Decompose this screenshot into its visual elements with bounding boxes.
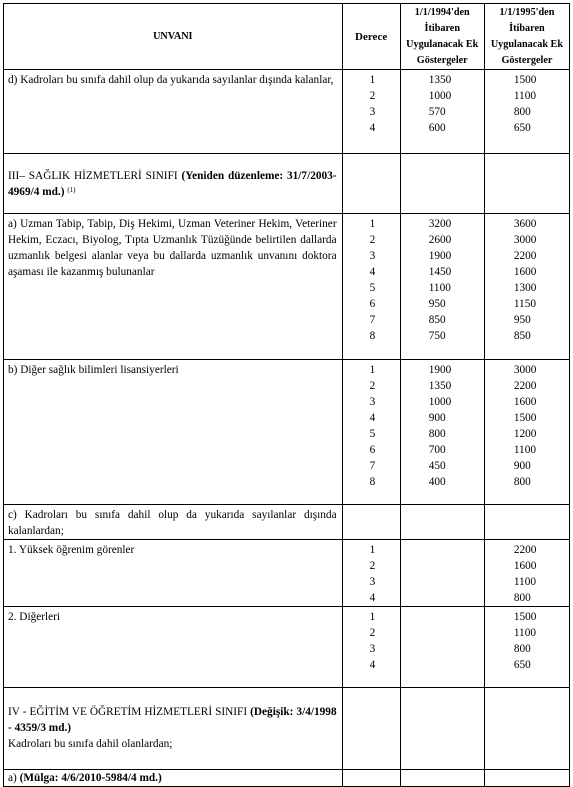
- gosterge-1994-cell: [400, 70, 484, 154]
- gosterge-value: 800: [513, 476, 531, 488]
- derece-value: 3: [369, 576, 376, 588]
- section-title: [4, 688, 343, 770]
- derece-value: 3: [369, 106, 376, 118]
- derece-value: 3: [369, 643, 376, 655]
- gosterge-value: 1900: [428, 250, 452, 262]
- gosterge-1995-cell: [484, 70, 569, 154]
- derece-value: 1: [369, 364, 376, 376]
- header-derece: Derece: [342, 4, 400, 70]
- derece-value: 2: [369, 90, 376, 102]
- gosterge-value: 950: [428, 298, 446, 310]
- gosterge-value: 1100: [513, 444, 537, 456]
- gosterge-value: 1100: [428, 282, 451, 294]
- gosterge-value: 2200: [513, 544, 537, 556]
- amendment-note: (Yeniden düzenleme: 31/7/2003-4969/4 md.): [8, 170, 337, 198]
- derece-value: 4: [369, 659, 376, 671]
- header-unvani: UNVANI: [4, 4, 343, 70]
- gosterge-value: 1350: [428, 380, 452, 392]
- section-heading: IV - EĞİTİM VE ÖĞRETİM HİZMETLERİ SINIFI: [8, 706, 248, 718]
- row-text: b) Diğer sağlık bilimleri lisansiyerleri: [8, 364, 179, 376]
- table-row: [4, 607, 570, 688]
- gosterge-value: 450: [428, 460, 446, 472]
- gosterge-value: 3000: [513, 234, 537, 246]
- derece-value: 5: [369, 428, 376, 440]
- derece-cell: [342, 540, 400, 607]
- empty-cell: [400, 540, 484, 607]
- empty-cell: [400, 505, 484, 540]
- section-row: [4, 154, 570, 214]
- gosterge-value: 1450: [428, 266, 452, 278]
- empty-cell: [484, 505, 569, 540]
- table-row: [4, 540, 570, 607]
- gosterge-value: 1500: [513, 412, 537, 424]
- empty-cell: [484, 770, 569, 787]
- gosterge-value: 750: [428, 330, 446, 342]
- row-text: 2. Diğerleri: [8, 611, 61, 623]
- derece-cell: [342, 70, 400, 154]
- gosterge-value: 570: [428, 106, 446, 118]
- row-title: [4, 214, 343, 360]
- footnote-ref: (1): [67, 186, 76, 194]
- derece-value: 1: [369, 74, 376, 86]
- derece-cell: [342, 607, 400, 688]
- row-text: a): [8, 772, 17, 784]
- gosterge-value: 650: [513, 122, 531, 134]
- gosterge-value: 800: [513, 106, 531, 118]
- gosterge-value: 1100: [513, 627, 537, 639]
- header-1994: 1/1/1994'den İtibaren Uygulanacak Ek Göstergeler: [400, 4, 484, 70]
- empty-cell: [484, 154, 569, 214]
- table-row: [4, 214, 570, 360]
- empty-cell: [342, 770, 400, 787]
- derece-value: 4: [369, 412, 376, 424]
- row-text: a) Uzman Tabip, Tabip, Diş Hekimi, Uzman Veteriner Hekim, Veteriner Hekim, Eczacı, Biyolog, Tıpta Uzmanlık Tüzüğünde belirtilen dallarda uzmanlık belgesi alanlar veya bu dallarda uzmanlık unvanını doktora aşaması ile kazanmış bulunanlar: [8, 218, 337, 278]
- derece-value: 1: [369, 544, 376, 556]
- gosterge-1995-cell: [484, 214, 569, 360]
- section-subtext: Kadroları bu sınıfa dahil olanlardan;: [8, 738, 173, 750]
- derece-value: 3: [369, 396, 376, 408]
- row-text: 1. Yüksek öğrenim görenler: [8, 544, 135, 556]
- row-title: [4, 360, 343, 505]
- empty-cell: [484, 688, 569, 770]
- empty-cell: [400, 770, 484, 787]
- gosterge-value: 1000: [428, 396, 452, 408]
- gosterge-value: 400: [428, 476, 446, 488]
- amendment-note: (Mülga: 4/6/2010-5984/4 md.): [19, 772, 162, 784]
- derece-value: 5: [369, 282, 376, 294]
- table-row: [4, 505, 570, 540]
- gosterge-value: 900: [513, 460, 531, 472]
- row-title: [4, 505, 343, 540]
- derece-value: 7: [369, 314, 376, 326]
- derece-value: 8: [369, 476, 376, 488]
- gosterge-value: 1200: [513, 428, 537, 440]
- gosterge-value: 1600: [513, 266, 537, 278]
- derece-value: 2: [369, 560, 376, 572]
- derece-value: 1: [369, 218, 376, 230]
- gosterge-1995-cell: [484, 540, 569, 607]
- gosterge-value: 1350: [428, 74, 452, 86]
- section-row: [4, 688, 570, 770]
- empty-cell: [342, 688, 400, 770]
- derece-value: 2: [369, 380, 376, 392]
- derece-value: 4: [369, 592, 376, 604]
- row-title: [4, 70, 343, 154]
- derece-cell: [342, 214, 400, 360]
- table-row: [4, 70, 570, 154]
- empty-cell: [342, 505, 400, 540]
- row-text: d) Kadroları bu sınıfa dahil olup da yukarıda sayılanlar dışında kalanlar,: [8, 74, 334, 86]
- gosterge-value: 1300: [513, 282, 537, 294]
- gosterge-value: 1500: [513, 74, 537, 86]
- header-1995: 1/1/1995'den İtibaren Uygulanacak Ek Göstergeler: [484, 4, 569, 70]
- derece-value: 6: [369, 298, 376, 310]
- table-row: [4, 770, 570, 787]
- derece-value: 4: [369, 266, 376, 278]
- gosterge-1995-cell: [484, 607, 569, 688]
- gosterge-value: 1600: [513, 396, 537, 408]
- gosterge-value: 850: [513, 330, 531, 342]
- gosterge-value: 1900: [428, 364, 452, 376]
- derece-value: 3: [369, 250, 376, 262]
- gosterge-value: 2200: [513, 380, 537, 392]
- table-row: [4, 360, 570, 505]
- gosterge-value: 800: [513, 643, 531, 655]
- row-title: [4, 770, 343, 787]
- derece-value: 4: [369, 122, 376, 134]
- derece-cell: [342, 360, 400, 505]
- gosterge-value: 800: [428, 428, 446, 440]
- derece-value: 6: [369, 444, 376, 456]
- gosterge-value: 850: [428, 314, 446, 326]
- row-title: [4, 540, 343, 607]
- derece-value: 2: [369, 234, 376, 246]
- gosterge-value: 1150: [513, 298, 537, 310]
- gosterge-1994-cell: [400, 360, 484, 505]
- gosterge-value: 900: [428, 412, 446, 424]
- empty-cell: [400, 688, 484, 770]
- gosterge-value: 600: [428, 122, 446, 134]
- gosterge-value: 2600: [428, 234, 452, 246]
- gosterge-1995-cell: [484, 360, 569, 505]
- section-title: [4, 154, 343, 214]
- gosterge-value: 3000: [513, 364, 537, 376]
- gosterge-value: 1000: [428, 90, 452, 102]
- gosterge-value: 1600: [513, 560, 537, 572]
- amendment-note: (Değişik: 3/4/1998 - 4359/3 md.): [8, 706, 337, 734]
- ek-gosterge-table: [3, 3, 570, 787]
- gosterge-value: 950: [513, 314, 531, 326]
- empty-cell: [342, 154, 400, 214]
- gosterge-value: 1100: [513, 576, 537, 588]
- empty-cell: [400, 607, 484, 688]
- derece-value: 8: [369, 330, 376, 342]
- row-text: c) Kadroları bu sınıfa dahil olup da yukarıda sayılanlar dışında kalanlardan;: [8, 509, 337, 537]
- gosterge-1994-cell: [400, 214, 484, 360]
- gosterge-value: 1500: [513, 611, 537, 623]
- gosterge-value: 800: [513, 592, 531, 604]
- header-row: [4, 4, 570, 70]
- section-heading: III– SAĞLIK HİZMETLERİ SINIFI: [8, 170, 178, 182]
- derece-value: 1: [369, 611, 376, 623]
- gosterge-value: 2200: [513, 250, 537, 262]
- gosterge-value: 1100: [513, 90, 537, 102]
- derece-value: 2: [369, 627, 376, 639]
- row-title: [4, 607, 343, 688]
- empty-cell: [400, 154, 484, 214]
- gosterge-value: 650: [513, 659, 531, 671]
- gosterge-value: 3600: [513, 218, 537, 230]
- derece-value: 7: [369, 460, 376, 472]
- gosterge-value: 3200: [428, 218, 452, 230]
- gosterge-value: 700: [428, 444, 446, 456]
